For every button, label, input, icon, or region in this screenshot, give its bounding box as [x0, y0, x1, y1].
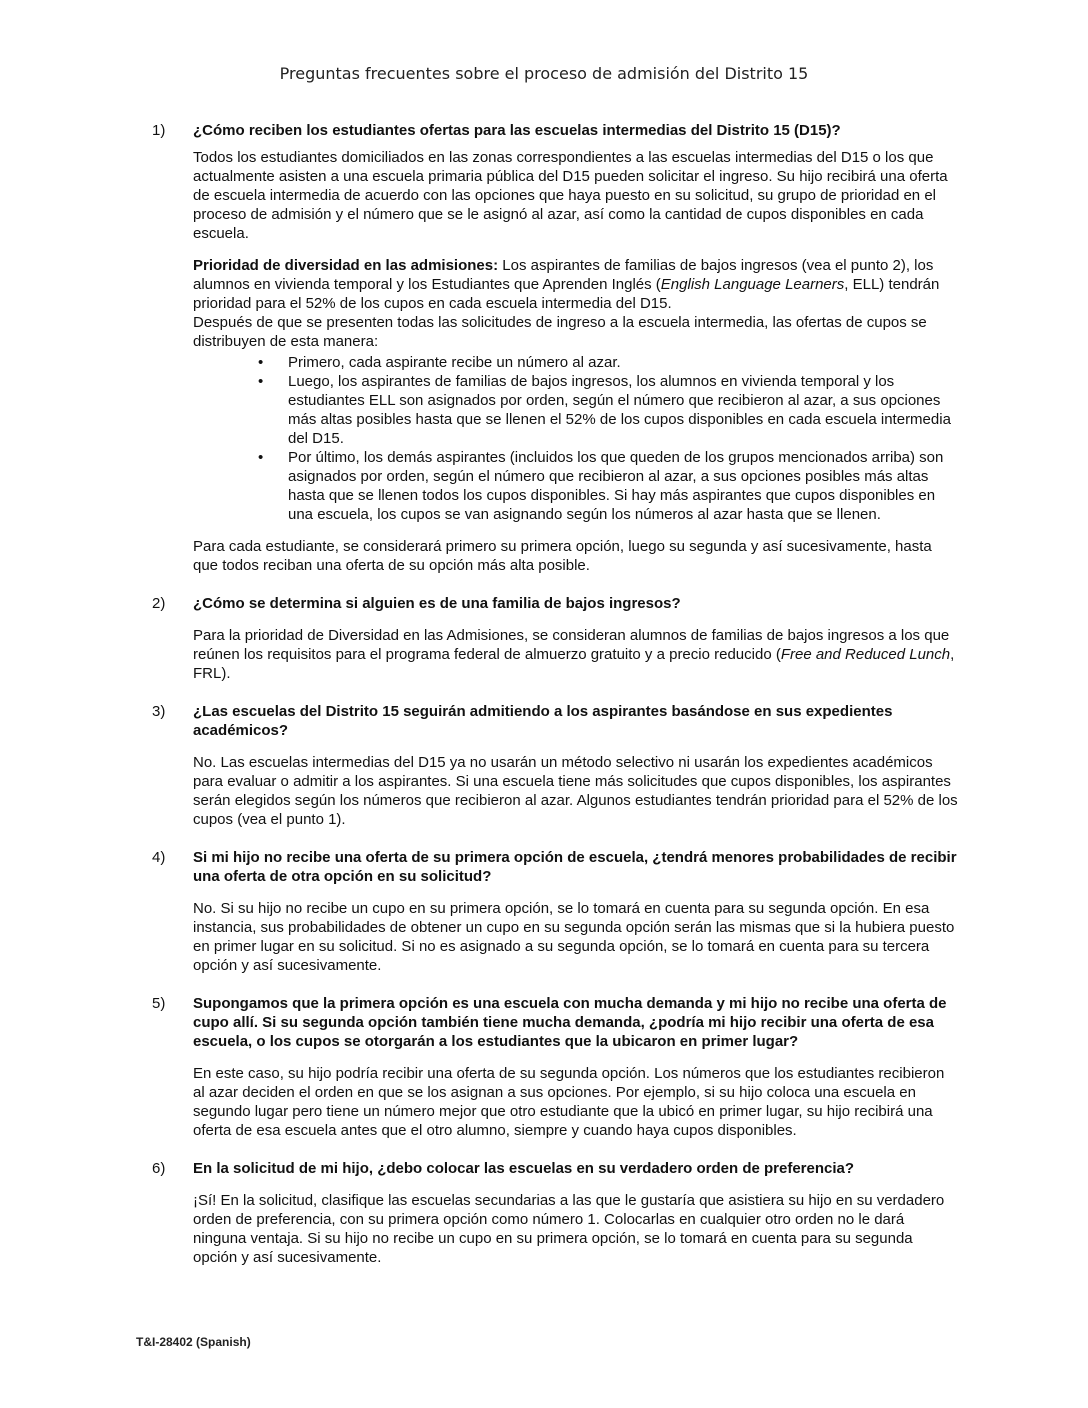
bullet-icon: •: [258, 373, 264, 390]
faq-answer-paragraph: [193, 626, 958, 683]
page-title: Preguntas frecuentes sobre el proceso de admisión del Distrito 15: [279, 64, 809, 83]
paragraph-text: Los aspirantes de familias de bajos ingresos (vea el punto 2), los alumnos en vivienda temporal y los Estudiantes que Aprenden Inglés (: [193, 257, 934, 293]
diversity-priority-lead: Prioridad de diversidad en las admisiones:: [193, 257, 499, 274]
faq-answer-paragraph: Todos los estudiantes domiciliados en las zonas correspondientes a las escuelas intermedias del D15 o los que actualmente asisten a una escuela primaria pública del D15 pueden solicitar el ingreso. Su hijo recibirá una oferta de escuela intermedia de acuerdo con las opciones que haya puesto en su solicitud, su grupo de prioridad en el proceso de admisión y el número que se le asignó al azar, así como la cantidad de cupos disponibles en cada escuela.: [193, 149, 948, 242]
faq-number: 1): [152, 122, 166, 139]
faq-number: 5): [152, 995, 166, 1012]
faq-item-3: [0, 702, 1088, 829]
faq-answer-paragraph: En este caso, su hijo podría recibir una oferta de su segunda opción. Los números que los estudiantes recibieron al azar deciden el orden en que se los asignan a sus opciones. Por ejemplo, si su hijo coloca una escuela en segundo lugar pero tiene un número mejor que otro estudiante que la ubicó en primer lugar, su hijo recibirá una oferta de esa escuela antes que el otro alumno, siempre y cuando haya cupos disponibles.: [193, 1065, 945, 1139]
faq-answer-paragraph: Después de que se presenten todas las solicitudes de ingreso a la escuela intermedia, las ofertas de cupos se distribuyen de esta manera:: [193, 314, 927, 350]
faq-item-1: [0, 121, 1088, 575]
bullet-item: [258, 448, 958, 524]
faq-question: ¿Las escuelas del Distrito 15 seguirán admitiendo a los aspirantes basándose en sus expedientes académicos?: [193, 703, 893, 739]
faq-answer-paragraph: ¡Sí! En la solicitud, clasifique las escuelas secundarias a las que le gustaría que asistiera su hijo en su verdadero orden de preferencia, con su primera opción como número 1. Colocarlas en cualquier otro orden no le dará ninguna ventaja. Si su hijo no recibe un cupo en su primera opción, se lo tomará en cuenta para su segunda opción y así sucesivamente.: [193, 1192, 945, 1266]
paragraph-text: , FRL).: [193, 646, 955, 682]
faq-number: 4): [152, 849, 166, 866]
faq-question: Si mi hijo no recibe una oferta de su primera opción de escuela, ¿tendrá menores probabilidades de recibir una oferta de otra opción en su solicitud?: [193, 849, 957, 885]
bullet-text: Por último, los demás aspirantes (incluidos los que queden de los grupos mencionados arriba) son asignados por orden, según el número que recibieron al azar, a sus opciones posibles más altas hasta que se llenen todos los cupos disponibles. Si hay más aspirantes que cupos disponibles en una escuela, los cupos se van asignando según los números al azar hasta que se llenen.: [288, 449, 944, 523]
bullet-text: Luego, los aspirantes de familias de bajos ingresos, los alumnos en vivienda temporal y los estudiantes ELL son asignados por orden, según el número que recibieron al azar, a sus opciones más altas posibles hasta que se llenen el 52% de los cupos disponibles en cada escuela intermedia del D15.: [288, 373, 951, 447]
faq-answer-paragraph: No. Si su hijo no recibe un cupo en su primera opción, se lo tomará en cuenta para su segunda opción. En esa instancia, sus probabilidades de obtener un cupo en su segunda opción serán las mismas que si la hubiera puesto en primer lugar en su solicitud. Si no es asignado a su segunda opción, se lo tomará en cuenta para su tercera opción y así sucesivamente.: [193, 900, 955, 974]
diversity-priority-paragraph: [193, 256, 958, 313]
bullet-icon: •: [258, 449, 264, 466]
faq-list: [0, 121, 1088, 1267]
faq-question: Supongamos que la primera opción es una escuela con mucha demanda y mi hijo no recibe una oferta de cupo allí. Si su segunda opción también tiene mucha demanda, ¿podría mi hijo recibir una oferta de esa escuela, o los cupos se otorgarán a los estudiantes que la ubicaron en primer lugar?: [193, 995, 947, 1050]
faq-item-2: [0, 594, 1088, 683]
bullet-item: [258, 372, 958, 448]
paragraph-text: , ELL) tendrán prioridad para el 52% de los cupos en cada escuela intermedia del D15.: [193, 276, 940, 312]
faq-number: 6): [152, 1160, 166, 1177]
bullet-icon: •: [258, 354, 264, 371]
document-code-footer: T&I-28402 (Spanish): [136, 1335, 251, 1349]
faq-answer-paragraph: Para cada estudiante, se considerará primero su primera opción, luego su segunda y así sucesivamente, hasta que todos reciban una oferta de su opción más alta posible.: [193, 538, 932, 574]
faq-answer-paragraph: No. Las escuelas intermedias del D15 ya no usarán un método selectivo ni usarán los expedientes académicos para evaluar o admitir a los aspirantes. Si una escuela tiene más solicitudes que cupos disponibles, los aspirantes serán elegidos según los números que recibieron al azar. Algunos estudiantes tendrán prioridad para el 52% de los cupos (vea el punto 1).: [193, 754, 958, 828]
italic-term: Free and Reduced Lunch: [780, 646, 951, 663]
faq-item-6: [0, 1159, 1088, 1267]
faq-number: 2): [152, 595, 166, 612]
faq-question: En la solicitud de mi hijo, ¿debo colocar las escuelas en su verdadero orden de preferencia?: [193, 1160, 855, 1177]
faq-item-4: [0, 848, 1088, 975]
faq-question: ¿Cómo reciben los estudiantes ofertas para las escuelas intermedias del Distrito 15 (D15)?: [193, 122, 841, 139]
faq-number: 3): [152, 703, 166, 720]
italic-term: English Language Learners: [660, 276, 845, 293]
bullet-list: [0, 353, 1088, 524]
bullet-item: [258, 353, 958, 372]
bullet-text: Primero, cada aspirante recibe un número al azar.: [288, 354, 621, 371]
faq-item-5: [0, 994, 1088, 1140]
faq-question: ¿Cómo se determina si alguien es de una familia de bajos ingresos?: [193, 595, 681, 612]
paragraph-text: Para la prioridad de Diversidad en las Admisiones, se consideran alumnos de familias de bajos ingresos a los que reúnen los requisitos para el programa federal de almuerzo gratuito y a precio reducido (: [193, 627, 950, 663]
